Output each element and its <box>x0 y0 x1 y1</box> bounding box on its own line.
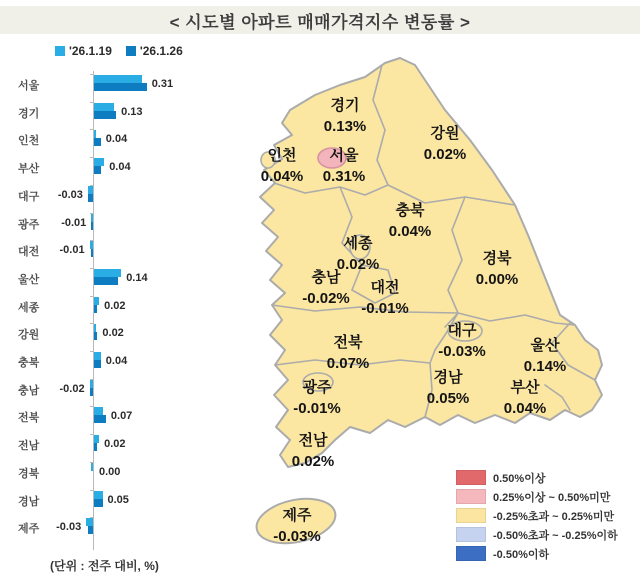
map-region-label-서울 <box>323 145 366 187</box>
region-name: 충북 <box>395 202 425 219</box>
region-value: 0.02% <box>291 453 335 470</box>
map-region-label-충남 <box>302 267 350 309</box>
bar-category-label: 경북 <box>18 467 40 480</box>
bar-value-label: 0.04 <box>109 161 131 174</box>
bar-series1 <box>94 130 96 138</box>
axis-tick <box>90 74 93 75</box>
map-region-label-강원 <box>424 123 467 165</box>
bar-series1 <box>94 297 99 305</box>
map-region-label-경북 <box>476 248 519 290</box>
bar-value-label: 0.00 <box>99 465 121 478</box>
axis-tick <box>90 296 93 297</box>
bar-value-label: 0.07 <box>110 410 133 423</box>
bar-category-label: 충북 <box>18 357 40 369</box>
bar-value-label: -0.01 <box>59 244 85 257</box>
region-name: 전북 <box>333 334 363 351</box>
bar-series2 <box>94 499 103 507</box>
region-value: 0.02% <box>336 256 380 273</box>
map-region-label-전남 <box>292 430 335 472</box>
bar-category-label: 충남 <box>18 384 40 397</box>
region-name: 경북 <box>482 250 512 267</box>
region-name: 강원 <box>430 125 460 142</box>
axis-tick <box>90 323 93 324</box>
map-region-label-부산 <box>504 377 547 419</box>
map-legend-row <box>456 544 618 563</box>
map-legend-label: 0.25%이상 ~ 0.50%미만 <box>493 491 611 504</box>
page-title: < 시도별 아파트 매매가격지수 변동률 > <box>169 12 471 32</box>
region-name: 경기 <box>330 97 360 114</box>
region-name: 대전 <box>370 279 400 296</box>
region-value: -0.01% <box>293 400 341 417</box>
bar-series2 <box>94 111 116 119</box>
region-name: 제주 <box>282 507 312 524</box>
bar-series1 <box>94 407 103 415</box>
bar-series1 <box>90 380 93 388</box>
region-value: 0.31% <box>322 168 366 185</box>
axis-tick <box>90 434 93 435</box>
bar-category-label: 강원 <box>18 329 40 342</box>
map-legend-row <box>456 506 618 525</box>
bar-category-label: 경남 <box>18 495 40 508</box>
axis-tick <box>90 157 93 158</box>
bar-series2 <box>94 305 97 313</box>
region-value: 0.13% <box>323 118 367 135</box>
bar-value-label: -0.03 <box>56 521 82 534</box>
bar-category-label: 부산 <box>18 163 40 176</box>
bar-series2 <box>94 166 101 174</box>
region-name: 세종 <box>343 235 373 252</box>
axis-tick <box>90 129 93 130</box>
map-region-label-경기 <box>324 95 367 137</box>
bar-series1 <box>90 241 93 249</box>
axis-tick <box>90 102 93 103</box>
bar-series2 <box>90 388 93 396</box>
region-value: -0.03% <box>438 343 486 360</box>
bar-series2 <box>94 443 97 451</box>
map-legend-row <box>456 468 618 487</box>
legend-label: '26.1.19 <box>69 44 112 58</box>
bar-value-label: -0.03 <box>57 188 83 201</box>
bar-series1 <box>94 158 104 166</box>
map-legend-label: -0.50%이하 <box>493 548 550 561</box>
bar-category-label: 경기 <box>18 107 40 120</box>
map-region-label-경남 <box>427 367 470 409</box>
region-name: 부산 <box>510 379 540 396</box>
map-legend <box>456 468 618 563</box>
region-name: 울산 <box>530 337 560 354</box>
region-value: 0.04% <box>388 223 432 240</box>
region-value: 0.00% <box>475 271 519 288</box>
bar-series2 <box>94 332 97 340</box>
bar-category-label: 제주 <box>18 523 40 536</box>
bar-value-label: 0.02 <box>102 327 124 340</box>
region-name: 서울 <box>329 147 359 164</box>
map-region-label-인천 <box>261 145 304 187</box>
bar-series2 <box>94 138 101 146</box>
bar-category-label: 광주 <box>18 218 40 231</box>
bar-category-label: 서울 <box>18 80 40 92</box>
region-value: 0.14% <box>523 358 567 375</box>
bar-value-label: -0.02 <box>59 382 85 395</box>
axis-tick <box>90 268 93 269</box>
bar-category-label: 대전 <box>18 246 40 259</box>
bar-series1 <box>91 463 93 471</box>
map-region-label-대구 <box>438 320 486 362</box>
bar-chart <box>0 0 230 587</box>
bar-series1 <box>94 491 103 499</box>
map-region-label-제주 <box>273 505 321 547</box>
axis-tick <box>90 490 93 491</box>
bar-series1 <box>94 352 101 360</box>
bar-category-label: 전북 <box>18 412 40 425</box>
bar-value-label: 0.13 <box>121 105 143 118</box>
bar-series2 <box>94 415 106 423</box>
map-region-label-전북 <box>327 332 370 374</box>
bar-series2 <box>94 360 101 368</box>
bar-value-label: 0.05 <box>107 493 129 506</box>
region-name: 경남 <box>433 369 463 386</box>
bar-series2 <box>91 222 93 230</box>
bar-series1 <box>94 75 142 83</box>
bar-category-label: 세종 <box>18 301 40 314</box>
map-legend-row <box>456 525 618 544</box>
region-name: 대구 <box>447 322 477 339</box>
bar-category-label: 울산 <box>18 273 40 286</box>
bar-series1 <box>94 324 96 332</box>
bar-value-label: 0.14 <box>126 271 148 284</box>
bar-series1 <box>94 269 121 277</box>
axis-tick <box>90 351 93 352</box>
bar-series2 <box>88 194 93 202</box>
map-legend-row <box>456 487 618 506</box>
map-region-label-충북 <box>389 200 432 242</box>
map-legend-swatch-icon <box>456 470 486 485</box>
map-legend-label: -0.25%초과 ~ 0.25%미만 <box>493 510 615 523</box>
legend-label: '26.1.26 <box>139 44 183 58</box>
bar-series1 <box>94 103 114 111</box>
bar-value-label: -0.01 <box>61 216 87 229</box>
bar-category-label: 인천 <box>18 135 40 148</box>
bar-value-label: 0.02 <box>104 438 126 451</box>
bar-series1 <box>86 518 93 526</box>
bar-series2 <box>91 249 93 257</box>
map-region-label-울산 <box>524 335 567 377</box>
region-value: 0.07% <box>326 355 370 372</box>
bar-value-label: 0.31 <box>151 78 174 90</box>
region-value: 0.02% <box>423 146 467 163</box>
bar-series2 <box>94 277 118 285</box>
region-name: 인천 <box>267 147 297 164</box>
region-value: 0.04% <box>260 168 304 185</box>
map-region-label-대전 <box>361 277 409 319</box>
bar-category-label: 대구 <box>18 190 40 203</box>
region-name: 전남 <box>298 432 328 449</box>
map-region-label-광주 <box>293 377 341 419</box>
map-legend-swatch-icon <box>456 508 486 523</box>
map-legend-label: 0.50%이상 <box>493 472 546 485</box>
bar-category-label: 전남 <box>18 440 40 453</box>
map-legend-swatch-icon <box>456 489 486 504</box>
unit-footnote: (단위 : 전주 대비, %) <box>50 559 159 573</box>
map-legend-swatch-icon <box>456 546 486 561</box>
bar-series1 <box>94 435 99 443</box>
region-value: 0.05% <box>426 390 470 407</box>
region-value: -0.02% <box>302 290 350 307</box>
bar-series2 <box>88 526 93 534</box>
bar-series1 <box>88 186 93 194</box>
bar-series1 <box>91 214 93 222</box>
bar-value-label: 0.02 <box>104 299 126 312</box>
region-value: -0.03% <box>273 528 321 545</box>
region-value: -0.01% <box>361 300 409 317</box>
map-legend-swatch-icon <box>456 527 486 542</box>
bar-value-label: 0.04 <box>105 355 128 367</box>
bar-value-label: 0.04 <box>105 133 128 146</box>
axis-tick <box>90 406 93 407</box>
bar-series2 <box>94 83 147 91</box>
region-name: 광주 <box>302 379 332 396</box>
map-legend-label: -0.50%초과 ~ -0.25%이하 <box>493 529 618 542</box>
region-name: 충남 <box>311 269 341 286</box>
region-value: 0.04% <box>503 400 547 417</box>
